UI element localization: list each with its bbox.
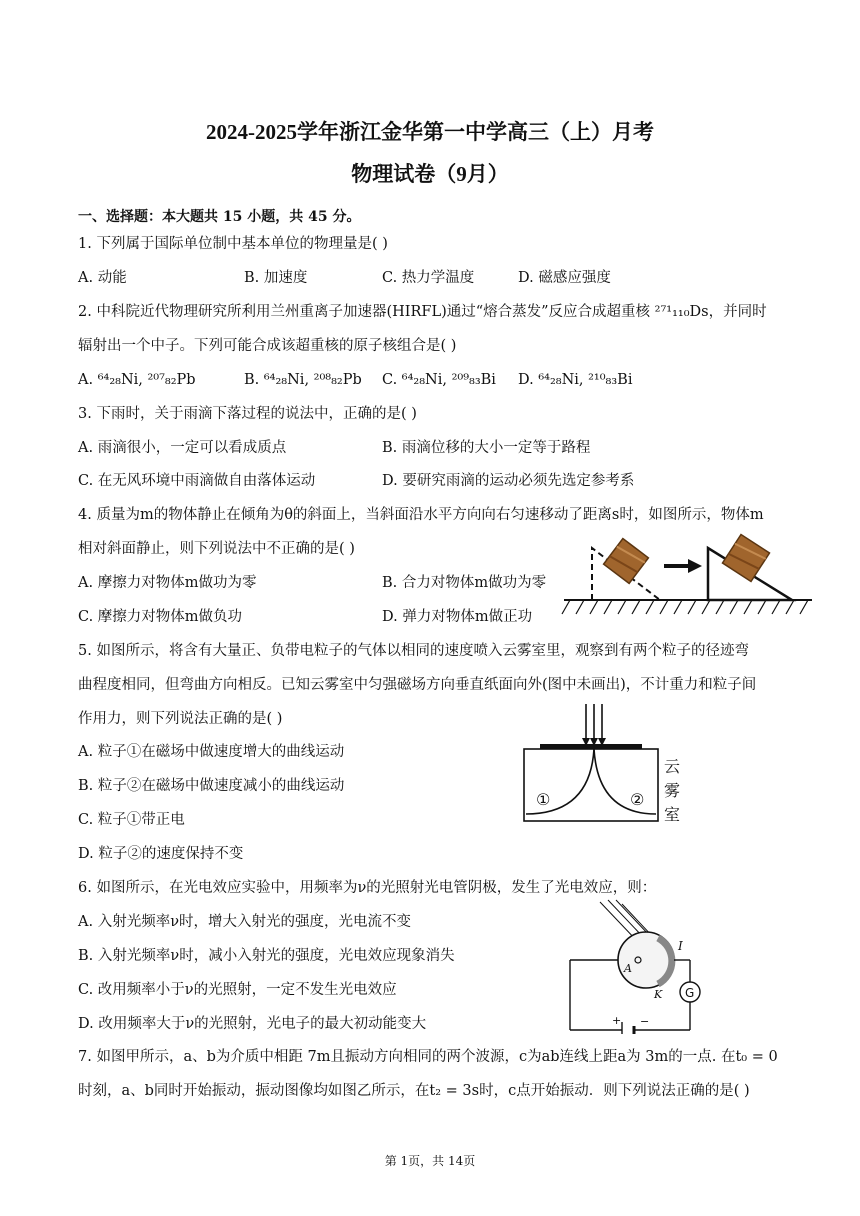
q4-option-d: D. 弹力对物体m做正功 <box>382 609 533 625</box>
q5-stem-line2: 曲程度相同，但弯曲方向相反。已知云雾室中匀强磁场方向垂直纸面向外(图中未画出)，不计重力和粒子间 <box>78 677 757 693</box>
section-heading: 一、选择题：本大题共 15 小题，共 45 分。 <box>78 209 361 225</box>
q5-fig-label-1: ① <box>536 790 551 809</box>
q6-stem: 6. 如图所示，在光电效应实验中，用频率为ν的光照射光电管阴极，发生了光电效应，则： <box>78 880 657 896</box>
exam-subtitle: 物理试卷（9月） <box>351 162 509 186</box>
q2-option-c: C. ⁶⁴₂₈Ni, ²⁰⁹₈₃Bi <box>382 372 496 388</box>
q6-fig-K: K <box>654 988 663 1001</box>
q6-fig-A: A <box>624 962 632 975</box>
q2-option-b: B. ⁶⁴₂₈Ni, ²⁰⁸₈₂Pb <box>244 372 362 388</box>
q4-stem-line1: 4. 质量为m的物体静止在倾角为θ的斜面上，当斜面沿水平方向向右匀速移动了距离s时，如图所示，物体m <box>78 507 764 523</box>
q1-option-c: C. 热力学温度 <box>382 270 475 286</box>
q5-cloud-chamber-figure <box>520 702 690 826</box>
q5-fig-chamber-char2: 雾 <box>664 781 681 800</box>
q6-fig-G: G <box>685 986 695 1000</box>
q6-fig-I: I <box>678 939 683 953</box>
q4-option-c: C. 摩擦力对物体m做负功 <box>78 609 243 625</box>
q3-option-b: B. 雨滴位移的大小一定等于路程 <box>382 440 591 456</box>
q5-option-b: B. 粒子②在磁场中做速度减小的曲线运动 <box>78 778 345 794</box>
q6-option-a: A. 入射光频率ν时，增大入射光的强度，光电流不变 <box>78 914 412 930</box>
q6-option-d: D. 改用频率大于ν的光照射，光电子的最大初动能变大 <box>78 1016 427 1032</box>
q6-fig-plus: + <box>612 1014 622 1027</box>
page-footer: 第 1页，共 14页 <box>384 1154 476 1168</box>
q5-fig-chamber-char1: 云 <box>664 757 681 776</box>
q4-incline-figure <box>560 528 814 632</box>
q2-option-d: D. ⁶⁴₂₈Ni, ²¹⁰₈₃Bi <box>518 372 633 388</box>
q5-fig-label-2: ② <box>630 790 645 809</box>
q4-option-b: B. 合力对物体m做功为零 <box>382 575 547 591</box>
q3-option-c: C. 在无风环境中雨滴做自由落体运动 <box>78 473 316 489</box>
q1-option-d: D. 磁感应强度 <box>518 270 611 286</box>
q3-option-a: A. 雨滴很小，一定可以看成质点 <box>78 440 287 456</box>
exam-title: 2024-2025学年浙江金华第一中学高三（上）月考 <box>206 120 654 144</box>
q3-stem: 3. 下雨时，关于雨滴下落过程的说法中，正确的是( ) <box>78 406 417 422</box>
q6-photoelectric-figure <box>560 898 710 1034</box>
q3-option-d: D. 要研究雨滴的运动必须先选定参考系 <box>382 473 635 489</box>
q5-option-d: D. 粒子②的速度保持不变 <box>78 846 244 862</box>
q4-option-a: A. 摩擦力对物体m做功为零 <box>78 575 257 591</box>
q5-option-a: A. 粒子①在磁场中做速度增大的曲线运动 <box>78 744 345 760</box>
q7-stem-line2: 时刻，a、b同时开始振动，振动图像均如图乙所示，在t₂ = 3s时，c点开始振动．则下列说法正确的是( ) <box>78 1083 750 1099</box>
q4-stem-line2: 相对斜面静止，则下列说法中不正确的是( ) <box>78 541 355 557</box>
q2-stem-line1: 2. 中科院近代物理研究所利用兰州重离子加速器(HIRFL)通过“熔合蒸发”反应合成超重核 ²⁷¹₁₁₀Ds，并同时 <box>78 304 767 320</box>
q7-stem-line1: 7. 如图甲所示，a、b为介质中相距 7m且振动方向相同的两个波源，c为ab连线上距a为 3m的一点. 在t₀ = 0 <box>78 1049 778 1065</box>
q5-option-c: C. 粒子①带正电 <box>78 812 185 828</box>
q5-stem-line1: 5. 如图所示，将含有大量正、负带电粒子的气体以相同的速度喷入云雾室里，观察到有两个粒子的径迹弯 <box>78 643 749 659</box>
q2-option-a: A. ⁶⁴₂₈Ni, ²⁰⁷₈₂Pb <box>78 372 196 388</box>
q6-fig-minus: − <box>640 1015 650 1028</box>
q6-option-c: C. 改用频率小于ν的光照射，一定不发生光电效应 <box>78 982 397 998</box>
q5-fig-chamber-char3: 室 <box>664 805 681 824</box>
q6-option-b: B. 入射光频率ν时，减小入射光的强度，光电效应现象消失 <box>78 948 455 964</box>
q2-stem-line2: 辐射出一个中子。下列可能合成该超重核的原子核组合是( ) <box>78 338 457 354</box>
q1-stem: 1. 下列属于国际单位制中基本单位的物理量是( ) <box>78 236 388 252</box>
q5-stem-line3: 作用力，则下列说法正确的是( ) <box>78 711 283 727</box>
q1-option-b: B. 加速度 <box>244 270 308 286</box>
q1-option-a: A. 动能 <box>78 270 127 286</box>
